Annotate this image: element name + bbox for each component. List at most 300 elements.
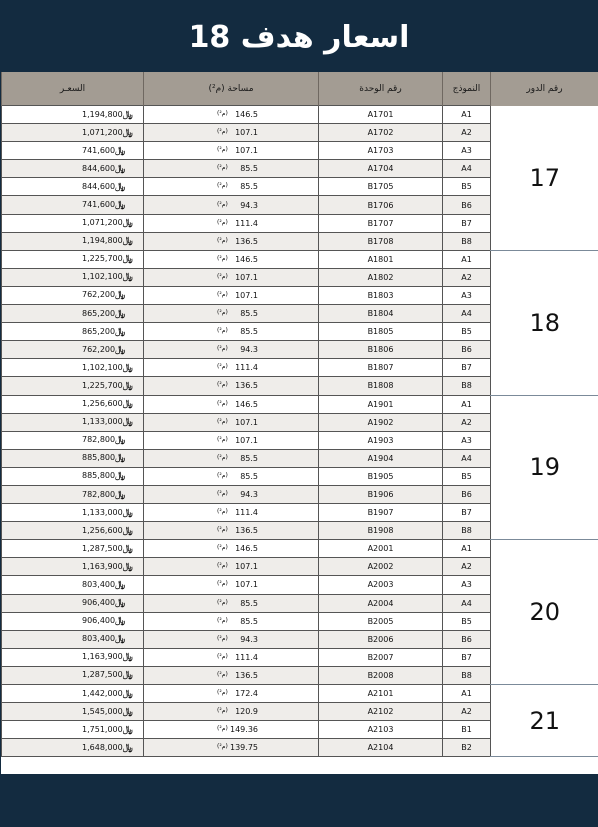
model-cell: A2 bbox=[443, 703, 491, 721]
area-unit-label: (م²) bbox=[217, 327, 228, 335]
area-value: 136.5 bbox=[235, 236, 258, 246]
area-cell bbox=[144, 449, 319, 467]
area-unit-label: (م²) bbox=[217, 580, 228, 588]
saudi-riyal-icon: ﷼ bbox=[115, 489, 126, 500]
price-value: 803,400 bbox=[82, 579, 116, 589]
area-unit-label: (م²) bbox=[217, 490, 228, 498]
price-cell bbox=[2, 178, 144, 196]
area-cell bbox=[144, 630, 319, 648]
price-value: 741,600 bbox=[82, 145, 116, 155]
price-cell bbox=[2, 268, 144, 286]
price-value: 1,163,900 bbox=[82, 561, 123, 571]
area-value: 85.5 bbox=[240, 616, 258, 626]
area-unit-label: (م²) bbox=[217, 345, 228, 353]
area-unit-label: (م²) bbox=[217, 544, 228, 552]
model-cell: B6 bbox=[443, 630, 491, 648]
area-cell bbox=[144, 612, 319, 630]
area-unit-label: (م²) bbox=[217, 743, 228, 751]
saudi-riyal-icon: ﷼ bbox=[115, 616, 126, 627]
saudi-riyal-icon: ﷼ bbox=[122, 399, 133, 410]
price-cell bbox=[2, 160, 144, 178]
model-cell: B8 bbox=[443, 522, 491, 540]
saudi-riyal-icon: ﷼ bbox=[115, 163, 126, 174]
price-cell bbox=[2, 395, 144, 413]
table-row bbox=[2, 685, 598, 703]
price-value: 1,194,800 bbox=[82, 236, 123, 246]
price-cell bbox=[2, 685, 144, 703]
area-cell bbox=[144, 721, 319, 739]
saudi-riyal-icon: ﷼ bbox=[115, 308, 126, 319]
unit-number-cell: A1802 bbox=[319, 268, 443, 286]
area-cell bbox=[144, 124, 319, 142]
saudi-riyal-icon: ﷼ bbox=[122, 543, 133, 554]
area-value: 120.9 bbox=[235, 707, 258, 717]
header-unit: رقم الوحدة bbox=[319, 72, 443, 106]
unit-number-cell: A2103 bbox=[319, 721, 443, 739]
area-value: 107.1 bbox=[235, 580, 258, 590]
area-value: 139.75 bbox=[230, 743, 258, 753]
area-value: 94.3 bbox=[240, 490, 258, 500]
area-value: 94.3 bbox=[240, 634, 258, 644]
price-cell bbox=[2, 431, 144, 449]
price-cell bbox=[2, 522, 144, 540]
area-unit-label: (م²) bbox=[217, 128, 228, 136]
price-cell bbox=[2, 739, 144, 757]
price-value: 741,600 bbox=[82, 200, 116, 210]
area-value: 85.5 bbox=[240, 471, 258, 481]
model-cell: B1 bbox=[443, 721, 491, 739]
saudi-riyal-icon: ﷼ bbox=[122, 688, 133, 699]
price-value: 782,800 bbox=[82, 489, 116, 499]
area-value: 149.36 bbox=[230, 725, 258, 735]
model-cell: A1 bbox=[443, 250, 491, 268]
area-value: 85.5 bbox=[240, 309, 258, 319]
saudi-riyal-icon: ﷼ bbox=[115, 453, 126, 464]
unit-number-cell: A1903 bbox=[319, 431, 443, 449]
area-unit-label: (م²) bbox=[217, 598, 228, 606]
area-unit-label: (م²) bbox=[217, 526, 228, 534]
unit-number-cell: B2008 bbox=[319, 666, 443, 684]
price-cell bbox=[2, 648, 144, 666]
area-cell bbox=[144, 666, 319, 684]
model-cell: B8 bbox=[443, 232, 491, 250]
price-cell bbox=[2, 504, 144, 522]
price-cell bbox=[2, 250, 144, 268]
area-value: 85.5 bbox=[240, 164, 258, 174]
price-value: 1,256,600 bbox=[82, 399, 123, 409]
saudi-riyal-icon: ﷼ bbox=[122, 218, 133, 229]
unit-number-cell: B1706 bbox=[319, 196, 443, 214]
area-cell bbox=[144, 703, 319, 721]
model-cell: B5 bbox=[443, 612, 491, 630]
price-value: 1,545,000 bbox=[82, 706, 123, 716]
area-unit-label: (م²) bbox=[217, 272, 228, 280]
area-value: 85.5 bbox=[240, 598, 258, 608]
area-value: 136.5 bbox=[235, 526, 258, 536]
area-cell bbox=[144, 178, 319, 196]
area-cell bbox=[144, 431, 319, 449]
area-unit-label: (م²) bbox=[217, 200, 228, 208]
price-cell bbox=[2, 721, 144, 739]
model-cell: B7 bbox=[443, 648, 491, 666]
price-value: 1,102,100 bbox=[82, 272, 123, 282]
price-cell bbox=[2, 341, 144, 359]
table-row bbox=[2, 395, 598, 413]
area-unit-label: (م²) bbox=[217, 616, 228, 624]
area-value: 107.1 bbox=[235, 290, 258, 300]
area-cell bbox=[144, 305, 319, 323]
area-unit-label: (م²) bbox=[217, 453, 228, 461]
model-cell: A4 bbox=[443, 449, 491, 467]
unit-number-cell: A1703 bbox=[319, 142, 443, 160]
area-cell bbox=[144, 576, 319, 594]
area-cell bbox=[144, 142, 319, 160]
price-value: 1,163,900 bbox=[82, 652, 123, 662]
price-cell bbox=[2, 359, 144, 377]
saudi-riyal-icon: ﷼ bbox=[122, 525, 133, 536]
area-value: 146.5 bbox=[235, 399, 258, 409]
price-cell bbox=[2, 413, 144, 431]
unit-number-cell: B1705 bbox=[319, 178, 443, 196]
model-cell: B5 bbox=[443, 323, 491, 341]
area-unit-label: (م²) bbox=[217, 725, 228, 733]
area-value: 94.3 bbox=[240, 200, 258, 210]
area-value: 111.4 bbox=[235, 508, 258, 518]
price-cell bbox=[2, 612, 144, 630]
floor-number: 20 bbox=[491, 540, 598, 685]
area-cell bbox=[144, 377, 319, 395]
area-value: 94.3 bbox=[240, 345, 258, 355]
price-cell bbox=[2, 558, 144, 576]
unit-number-cell: B1905 bbox=[319, 467, 443, 485]
saudi-riyal-icon: ﷼ bbox=[122, 507, 133, 518]
price-cell bbox=[2, 594, 144, 612]
price-value: 762,200 bbox=[82, 290, 116, 300]
area-value: 136.5 bbox=[235, 381, 258, 391]
area-value: 146.5 bbox=[235, 254, 258, 264]
area-value: 146.5 bbox=[235, 110, 258, 120]
price-value: 782,800 bbox=[82, 435, 116, 445]
saudi-riyal-icon: ﷼ bbox=[122, 127, 133, 138]
area-unit-label: (م²) bbox=[217, 562, 228, 570]
area-value: 111.4 bbox=[235, 652, 258, 662]
unit-number-cell: B1808 bbox=[319, 377, 443, 395]
area-value: 107.1 bbox=[235, 435, 258, 445]
price-cell bbox=[2, 467, 144, 485]
saudi-riyal-icon: ﷼ bbox=[122, 254, 133, 265]
unit-number-cell: B1803 bbox=[319, 286, 443, 304]
price-value: 1,256,600 bbox=[82, 525, 123, 535]
footer-band bbox=[0, 774, 598, 827]
area-cell bbox=[144, 467, 319, 485]
model-cell: A3 bbox=[443, 286, 491, 304]
price-value: 1,287,500 bbox=[82, 670, 123, 680]
price-value: 1,102,100 bbox=[82, 362, 123, 372]
model-cell: A2 bbox=[443, 558, 491, 576]
area-unit-label: (م²) bbox=[217, 110, 228, 118]
unit-number-cell: B1805 bbox=[319, 323, 443, 341]
area-cell bbox=[144, 485, 319, 503]
saudi-riyal-icon: ﷼ bbox=[115, 344, 126, 355]
price-value: 885,800 bbox=[82, 471, 116, 481]
saudi-riyal-icon: ﷼ bbox=[122, 380, 133, 391]
price-value: 865,200 bbox=[82, 326, 116, 336]
saudi-riyal-icon: ﷼ bbox=[122, 272, 133, 283]
area-cell bbox=[144, 286, 319, 304]
model-cell: A4 bbox=[443, 594, 491, 612]
model-cell: B6 bbox=[443, 485, 491, 503]
price-value: 1,751,000 bbox=[82, 724, 123, 734]
price-value: 1,071,200 bbox=[82, 218, 123, 228]
unit-number-cell: A2004 bbox=[319, 594, 443, 612]
price-table-sheet bbox=[1, 72, 598, 774]
unit-number-cell: B1806 bbox=[319, 341, 443, 359]
area-unit-label: (م²) bbox=[217, 707, 228, 715]
model-cell: B7 bbox=[443, 504, 491, 522]
unit-number-cell: B1807 bbox=[319, 359, 443, 377]
area-value: 85.5 bbox=[240, 327, 258, 337]
saudi-riyal-icon: ﷼ bbox=[115, 200, 126, 211]
model-cell: A1 bbox=[443, 106, 491, 124]
saudi-riyal-icon: ﷼ bbox=[115, 145, 126, 156]
area-value: 111.4 bbox=[235, 363, 258, 373]
area-cell bbox=[144, 648, 319, 666]
saudi-riyal-icon: ﷼ bbox=[115, 181, 126, 192]
table-row bbox=[2, 106, 598, 124]
area-cell bbox=[144, 196, 319, 214]
area-cell bbox=[144, 214, 319, 232]
area-cell bbox=[144, 540, 319, 558]
floor-number: 19 bbox=[491, 395, 598, 540]
area-unit-label: (م²) bbox=[217, 182, 228, 190]
area-cell bbox=[144, 160, 319, 178]
area-cell bbox=[144, 594, 319, 612]
model-cell: B8 bbox=[443, 377, 491, 395]
area-unit-label: (م²) bbox=[217, 218, 228, 226]
area-value: 172.4 bbox=[235, 689, 258, 699]
model-cell: B8 bbox=[443, 666, 491, 684]
saudi-riyal-icon: ﷼ bbox=[115, 598, 126, 609]
area-unit-label: (م²) bbox=[217, 634, 228, 642]
unit-number-cell: B1908 bbox=[319, 522, 443, 540]
model-cell: A1 bbox=[443, 540, 491, 558]
area-unit-label: (م²) bbox=[217, 435, 228, 443]
area-value: 107.1 bbox=[235, 146, 258, 156]
area-unit-label: (م²) bbox=[217, 652, 228, 660]
unit-number-cell: A1704 bbox=[319, 160, 443, 178]
price-cell bbox=[2, 124, 144, 142]
price-value: 906,400 bbox=[82, 598, 116, 608]
unit-number-cell: A2102 bbox=[319, 703, 443, 721]
model-cell: A2 bbox=[443, 124, 491, 142]
unit-number-cell: A2101 bbox=[319, 685, 443, 703]
area-cell bbox=[144, 558, 319, 576]
unit-number-cell: B2005 bbox=[319, 612, 443, 630]
saudi-riyal-icon: ﷼ bbox=[122, 724, 133, 735]
unit-number-cell: B2007 bbox=[319, 648, 443, 666]
price-value: 1,133,000 bbox=[82, 417, 123, 427]
unit-number-cell: A2001 bbox=[319, 540, 443, 558]
header-price: السعـر bbox=[2, 72, 144, 106]
floor-number: 18 bbox=[491, 250, 598, 395]
area-unit-label: (م²) bbox=[217, 689, 228, 697]
unit-number-cell: A1801 bbox=[319, 250, 443, 268]
unit-number-cell: B1707 bbox=[319, 214, 443, 232]
price-value: 1,225,700 bbox=[82, 380, 123, 390]
area-value: 111.4 bbox=[235, 218, 258, 228]
model-cell: A4 bbox=[443, 305, 491, 323]
model-cell: A4 bbox=[443, 160, 491, 178]
area-cell bbox=[144, 232, 319, 250]
area-unit-label: (م²) bbox=[217, 236, 228, 244]
area-unit-label: (م²) bbox=[217, 670, 228, 678]
saudi-riyal-icon: ﷼ bbox=[122, 362, 133, 373]
unit-number-cell: B1708 bbox=[319, 232, 443, 250]
model-cell: A1 bbox=[443, 395, 491, 413]
area-value: 136.5 bbox=[235, 670, 258, 680]
unit-number-cell: A2003 bbox=[319, 576, 443, 594]
header-area: مساحة (م²) bbox=[144, 72, 319, 106]
area-unit-label: (م²) bbox=[217, 399, 228, 407]
price-cell bbox=[2, 377, 144, 395]
area-cell bbox=[144, 395, 319, 413]
model-cell: A2 bbox=[443, 413, 491, 431]
area-cell bbox=[144, 504, 319, 522]
unit-number-cell: A1902 bbox=[319, 413, 443, 431]
area-unit-label: (م²) bbox=[217, 417, 228, 425]
price-value: 803,400 bbox=[82, 634, 116, 644]
area-cell bbox=[144, 739, 319, 757]
unit-number-cell: A2002 bbox=[319, 558, 443, 576]
area-value: 85.5 bbox=[240, 182, 258, 192]
price-value: 906,400 bbox=[82, 616, 116, 626]
price-value: 1,648,000 bbox=[82, 742, 123, 752]
unit-number-cell: A1904 bbox=[319, 449, 443, 467]
price-cell bbox=[2, 232, 144, 250]
saudi-riyal-icon: ﷼ bbox=[122, 670, 133, 681]
area-unit-label: (م²) bbox=[217, 146, 228, 154]
unit-number-cell: A2104 bbox=[319, 739, 443, 757]
model-cell: A3 bbox=[443, 576, 491, 594]
model-cell: B5 bbox=[443, 467, 491, 485]
area-value: 146.5 bbox=[235, 544, 258, 554]
saudi-riyal-icon: ﷼ bbox=[115, 579, 126, 590]
area-value: 107.1 bbox=[235, 562, 258, 572]
saudi-riyal-icon: ﷼ bbox=[115, 290, 126, 301]
page-title: اسعار هدف 18 bbox=[188, 20, 410, 55]
model-cell: B6 bbox=[443, 196, 491, 214]
price-value: 865,200 bbox=[82, 308, 116, 318]
table-body bbox=[2, 106, 598, 757]
area-unit-label: (م²) bbox=[217, 363, 228, 371]
price-cell bbox=[2, 666, 144, 684]
price-cell bbox=[2, 305, 144, 323]
price-cell bbox=[2, 449, 144, 467]
price-cell bbox=[2, 106, 144, 124]
price-cell bbox=[2, 323, 144, 341]
floor-number: 21 bbox=[491, 685, 598, 757]
price-value: 1,225,700 bbox=[82, 254, 123, 264]
price-cell bbox=[2, 540, 144, 558]
saudi-riyal-icon: ﷼ bbox=[122, 652, 133, 663]
price-value: 1,194,800 bbox=[82, 109, 123, 119]
area-unit-label: (م²) bbox=[217, 381, 228, 389]
price-cell bbox=[2, 576, 144, 594]
area-value: 107.1 bbox=[235, 128, 258, 138]
area-cell bbox=[144, 522, 319, 540]
model-cell: A1 bbox=[443, 685, 491, 703]
area-unit-label: (م²) bbox=[217, 508, 228, 516]
model-cell: A3 bbox=[443, 431, 491, 449]
area-cell bbox=[144, 323, 319, 341]
area-cell bbox=[144, 106, 319, 124]
unit-number-cell: A1702 bbox=[319, 124, 443, 142]
price-value: 844,600 bbox=[82, 181, 116, 191]
area-unit-label: (م²) bbox=[217, 254, 228, 262]
area-value: 85.5 bbox=[240, 453, 258, 463]
header-floor: رقم الدور bbox=[491, 72, 598, 106]
price-cell bbox=[2, 142, 144, 160]
price-value: 1,287,500 bbox=[82, 543, 123, 553]
area-unit-label: (م²) bbox=[217, 290, 228, 298]
area-unit-label: (م²) bbox=[217, 164, 228, 172]
price-cell bbox=[2, 630, 144, 648]
price-value: 762,200 bbox=[82, 344, 116, 354]
unit-number-cell: A1901 bbox=[319, 395, 443, 413]
price-cell bbox=[2, 485, 144, 503]
table-row bbox=[2, 540, 598, 558]
table-row bbox=[2, 250, 598, 268]
model-cell: A2 bbox=[443, 268, 491, 286]
area-cell bbox=[144, 250, 319, 268]
header-model: النموذج bbox=[443, 72, 491, 106]
saudi-riyal-icon: ﷼ bbox=[115, 634, 126, 645]
area-cell bbox=[144, 359, 319, 377]
floor-number: 17 bbox=[491, 106, 598, 251]
price-cell bbox=[2, 196, 144, 214]
price-table bbox=[1, 72, 598, 757]
unit-number-cell: A1701 bbox=[319, 106, 443, 124]
area-cell bbox=[144, 341, 319, 359]
unit-number-cell: B1906 bbox=[319, 485, 443, 503]
saudi-riyal-icon: ﷼ bbox=[122, 236, 133, 247]
area-unit-label: (م²) bbox=[217, 309, 228, 317]
model-cell: B2 bbox=[443, 739, 491, 757]
saudi-riyal-icon: ﷼ bbox=[115, 435, 126, 446]
price-value: 1,133,000 bbox=[82, 507, 123, 517]
saudi-riyal-icon: ﷼ bbox=[122, 109, 133, 120]
area-unit-label: (م²) bbox=[217, 471, 228, 479]
model-cell: B6 bbox=[443, 341, 491, 359]
table-header-row bbox=[2, 72, 598, 106]
unit-number-cell: B1804 bbox=[319, 305, 443, 323]
price-cell bbox=[2, 286, 144, 304]
area-value: 107.1 bbox=[235, 417, 258, 427]
area-cell bbox=[144, 413, 319, 431]
area-cell bbox=[144, 685, 319, 703]
model-cell: A3 bbox=[443, 142, 491, 160]
saudi-riyal-icon: ﷼ bbox=[115, 471, 126, 482]
saudi-riyal-icon: ﷼ bbox=[122, 417, 133, 428]
saudi-riyal-icon: ﷼ bbox=[115, 326, 126, 337]
saudi-riyal-icon: ﷼ bbox=[122, 742, 133, 753]
model-cell: B5 bbox=[443, 178, 491, 196]
area-cell bbox=[144, 268, 319, 286]
saudi-riyal-icon: ﷼ bbox=[122, 561, 133, 572]
unit-number-cell: B1907 bbox=[319, 504, 443, 522]
price-value: 885,800 bbox=[82, 453, 116, 463]
saudi-riyal-icon: ﷼ bbox=[122, 706, 133, 717]
